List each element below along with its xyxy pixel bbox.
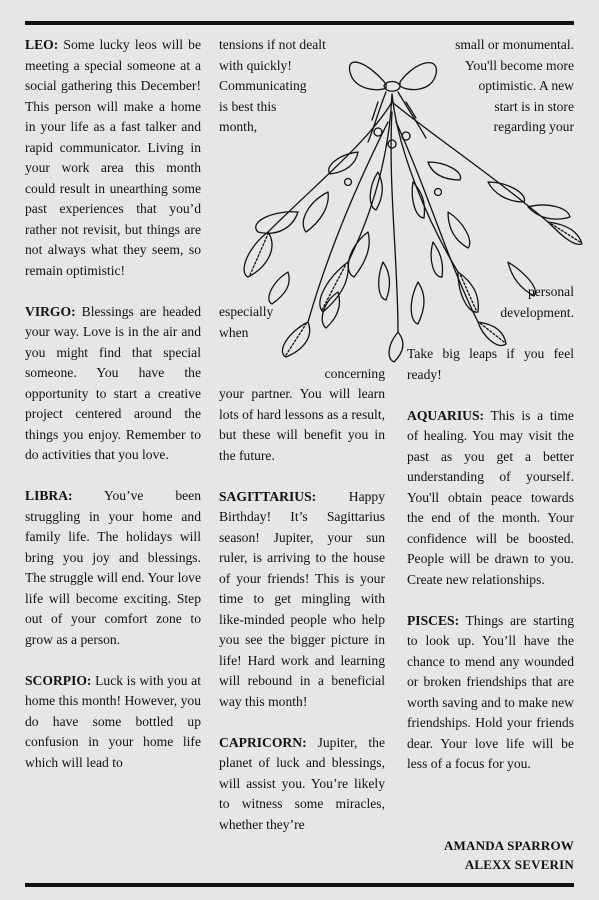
text-sagittarius: Happy Birthday! It’s Sagittarius season! Jupiter, your sun ruler, is arriving to the house of your friends! This is your time to get mingling with like-minded people who help you see the bigger picture in life! Hard work and learning will rebound in a beneficial way this month!	[219, 488, 385, 709]
sign-leo: LEO:	[25, 37, 59, 52]
horoscope-virgo	[25, 302, 201, 466]
author-credits	[444, 836, 574, 874]
col3-line: personal	[527, 284, 574, 299]
text-pisces: Things are starting to look up. You’ll have the chance to mend any wounded or broken friendships that are worth saving and to make new friendships. Hold your friends dear. Your love life will be less of a focus for you.	[407, 612, 574, 771]
col3-line: regarding your	[493, 119, 574, 134]
column-middle-wrap-3	[290, 364, 385, 385]
col3-line: development.	[500, 304, 574, 320]
horoscope-scorpio	[25, 671, 201, 774]
col3-continuation: Take big leaps if you feel ready!	[407, 346, 574, 382]
col2-line: especially	[219, 304, 274, 319]
col3-line: small or monumental.	[455, 37, 574, 52]
col2-continuation: your partner. You will learn lots of hard lessons as a result, but these will benefit you in the future.	[219, 386, 385, 463]
sign-virgo: VIRGO:	[25, 303, 76, 319]
text-virgo: Blessings are headed your way. Love is in the air and you might find that special someone. You have the opportunity to start a creative project centered around the things you enjoy. Remember to do activities that you love.	[25, 303, 201, 462]
author-name: ALEXX SEVERIN	[464, 857, 574, 872]
bottom-rule	[25, 883, 574, 887]
column-middle	[219, 384, 385, 835]
col2-line: Communicating	[219, 78, 307, 93]
sign-sagittarius: SAGITTARIUS:	[219, 488, 317, 504]
col3-line: You'll become more	[464, 57, 574, 73]
text-libra: You’ve been struggling in your home and family life. The holidays will bring you joy and blessings. The struggle will end. Your love life will become exciting. Step out of your comfort zone to grow as a person.	[25, 488, 201, 647]
column-left	[25, 35, 201, 773]
horoscope-aquarius	[407, 406, 574, 591]
horoscope-sagittarius	[219, 487, 385, 713]
col2-line: tensions if not dealt	[219, 37, 326, 52]
sign-libra: LIBRA:	[25, 488, 73, 503]
top-rule	[25, 21, 574, 25]
text-aquarius: This is a time of healing. You may visit the past as you get a better understanding of yourself. You'll obtain peace towards the end of the month. Your confidence will be boosted. People will be drawn to you. Create new relationships.	[407, 407, 575, 587]
text-leo: Some lucky leos will be meeting a special someone at a social gathering this December! This person will make a home in your life as a fast talker and rapid communicator. Living in your work area this month could result in unearthing some past experiences that you’d rather not revisit, but things are not always what they seem, so remain optimistic!	[25, 37, 201, 278]
horoscope-capricorn	[219, 733, 385, 836]
text-scorpio: Luck is with you at home this month! However, you do have some bottled up confusion in your home life which will lead to	[25, 672, 201, 770]
col3-line: optimistic. A new	[478, 78, 574, 93]
col2-line: with quickly!	[219, 57, 292, 73]
col2-line: concerning	[324, 366, 385, 381]
column-right	[407, 344, 574, 775]
text-capricorn: Jupiter, the planet of luck and blessings, will assist you. You’re likely to witness some miracles, whether they’re	[219, 734, 385, 832]
col3-line: start is in store	[494, 98, 574, 114]
col2-line: month,	[219, 119, 258, 134]
mistletoe-illustration	[228, 32, 584, 364]
sign-capricorn: CAPRICORN:	[219, 734, 307, 750]
col2-line: when	[219, 324, 249, 340]
col2-line: is best this	[219, 98, 277, 114]
sign-scorpio: SCORPIO:	[25, 672, 92, 688]
horoscope-leo	[25, 35, 201, 281]
horoscope-pisces	[407, 611, 574, 775]
sign-pisces: PISCES:	[407, 612, 460, 628]
horoscope-libra	[25, 486, 201, 650]
author-name: AMANDA SPARROW	[443, 838, 574, 853]
sign-aquarius: AQUARIUS:	[407, 407, 485, 423]
